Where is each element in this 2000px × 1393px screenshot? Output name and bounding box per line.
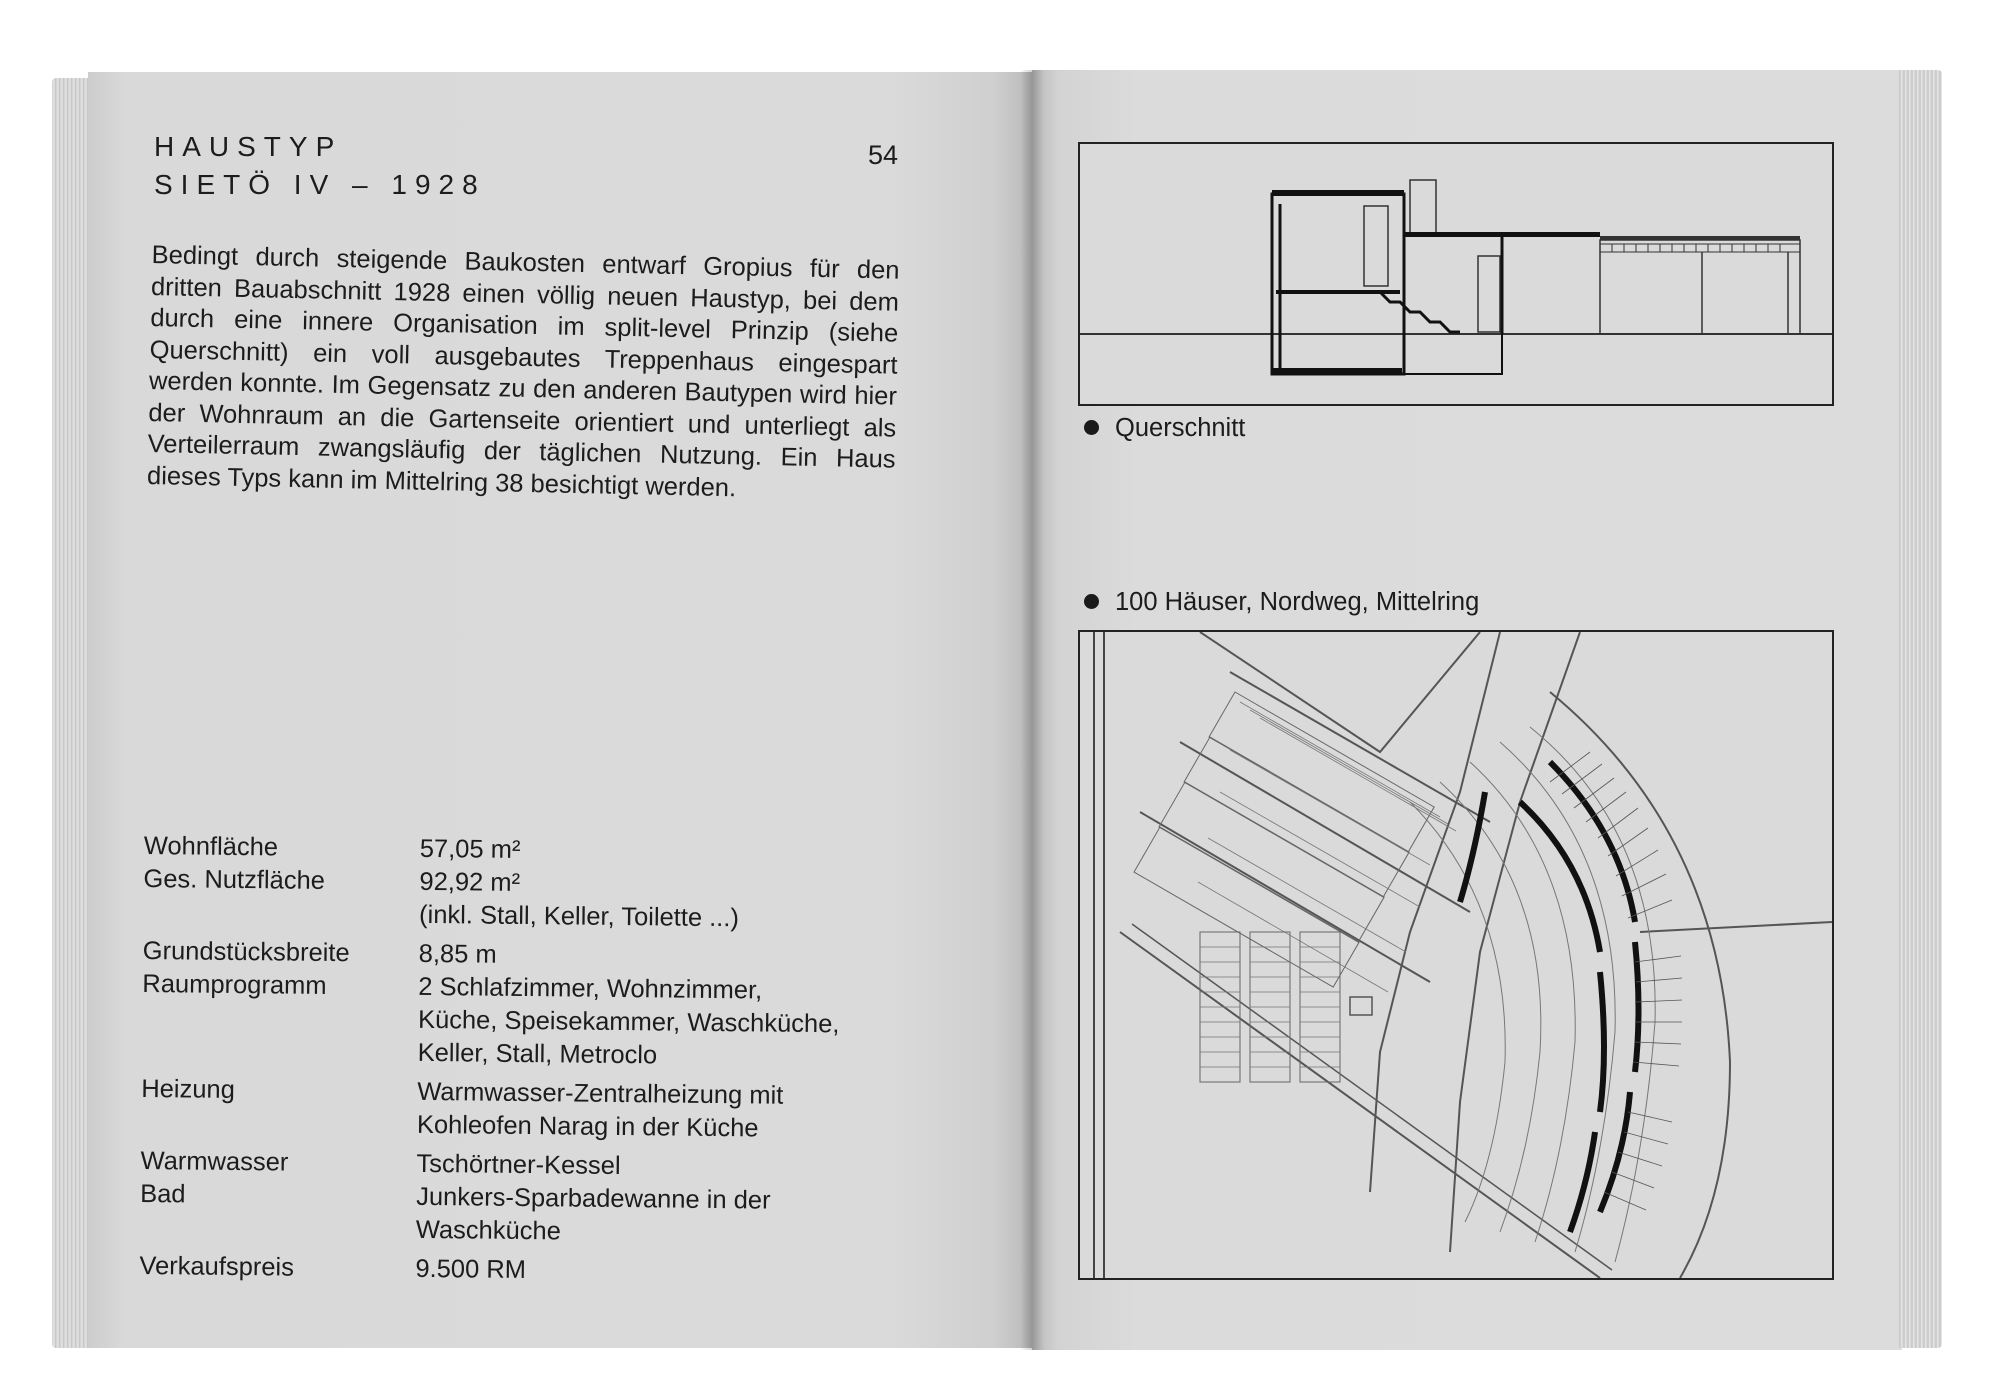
caption-text: 100 Häuser, Nordweg, Mittelring [1115, 588, 1480, 616]
spec-value: Keller, Stall, Metroclo [417, 1038, 658, 1070]
site-plan-caption [1084, 588, 1479, 617]
heading-line-1: HAUSTYP [154, 131, 343, 162]
bullet-icon [1084, 420, 1099, 435]
page-edges-left [52, 78, 92, 1348]
spec-label [142, 1001, 418, 1037]
bullet-icon [1084, 594, 1099, 609]
page-number: 54 [868, 140, 899, 170]
page-edges-right [1898, 70, 1942, 1348]
spec-label: Warmwasser [140, 1146, 289, 1177]
spec-value: (inkl. Stall, Keller, Toilette ...) [418, 900, 740, 933]
spec-label: Ges. Nutzfläche [143, 864, 326, 895]
spec-label: Grundstücksbreite [142, 936, 350, 968]
description-text [147, 240, 900, 508]
spec-value: Tschörtner-Kessel [416, 1149, 621, 1181]
spec-value: Junkers-Sparbadewanne in der [416, 1182, 771, 1215]
heading-line-2: SIETÖ IV – 1928 [154, 169, 486, 200]
spec-label: Bad [140, 1179, 186, 1209]
spec-value: 57,05 m² [419, 834, 521, 864]
spec-label: Verkaufspreis [139, 1251, 295, 1282]
spec-value: 2 Schlafzimmer, Wohnzimmer, [418, 972, 763, 1005]
description-paragraph: Bedingt durch steigende Baukosten entwarf Gropius für den dritten Bauabschnitt 1928 einen völlig neuen Haustyp, bei dem durch eine innere Organisation im split-level Prinzip (siehe Querschnitt) ein voll ausgebautes Treppenhaus eingespart werden konnte. Im Gegensatz zu den anderen Bautypen wird hier der Wohnraum an die Gartenseite orientiert und unterliegt als Verteilerraum zwangsläufig der täglichen Nutzung. Ein Haus dieses Typs kann im Mittelring 38 besichtigt werden. [146, 240, 900, 502]
spec-label [141, 1106, 417, 1142]
cross-section-caption [1084, 414, 1245, 443]
spec-value: Kohleofen Narag in der Küche [416, 1110, 759, 1143]
spec-label [143, 896, 419, 932]
spec-label [142, 1034, 418, 1070]
specification-table [139, 830, 904, 1291]
spec-value: Warmwasser-Zentralheizung mit [417, 1077, 784, 1110]
spec-value: Waschküche [415, 1215, 561, 1246]
spec-label: Heizung [141, 1074, 235, 1104]
spec-value: 92,92 m² [419, 867, 521, 897]
site-plan-drawing [1078, 630, 1834, 1280]
cross-section-drawing [1078, 142, 1834, 406]
spec-label [140, 1211, 416, 1247]
spec-label: Raumprogramm [142, 969, 327, 1000]
caption-text: Querschnitt [1115, 414, 1246, 442]
spec-value: 8,85 m [418, 939, 497, 969]
spec-value: Küche, Speisekammer, Waschküche, [417, 1005, 840, 1039]
book-gutter [1020, 70, 1044, 1350]
cross-section-svg [1080, 144, 1832, 404]
site-plan-svg [1080, 632, 1832, 1278]
spec-label: Wohnfläche [143, 831, 279, 862]
house-type-heading [154, 128, 486, 204]
spec-value: 9.500 RM [415, 1254, 527, 1285]
